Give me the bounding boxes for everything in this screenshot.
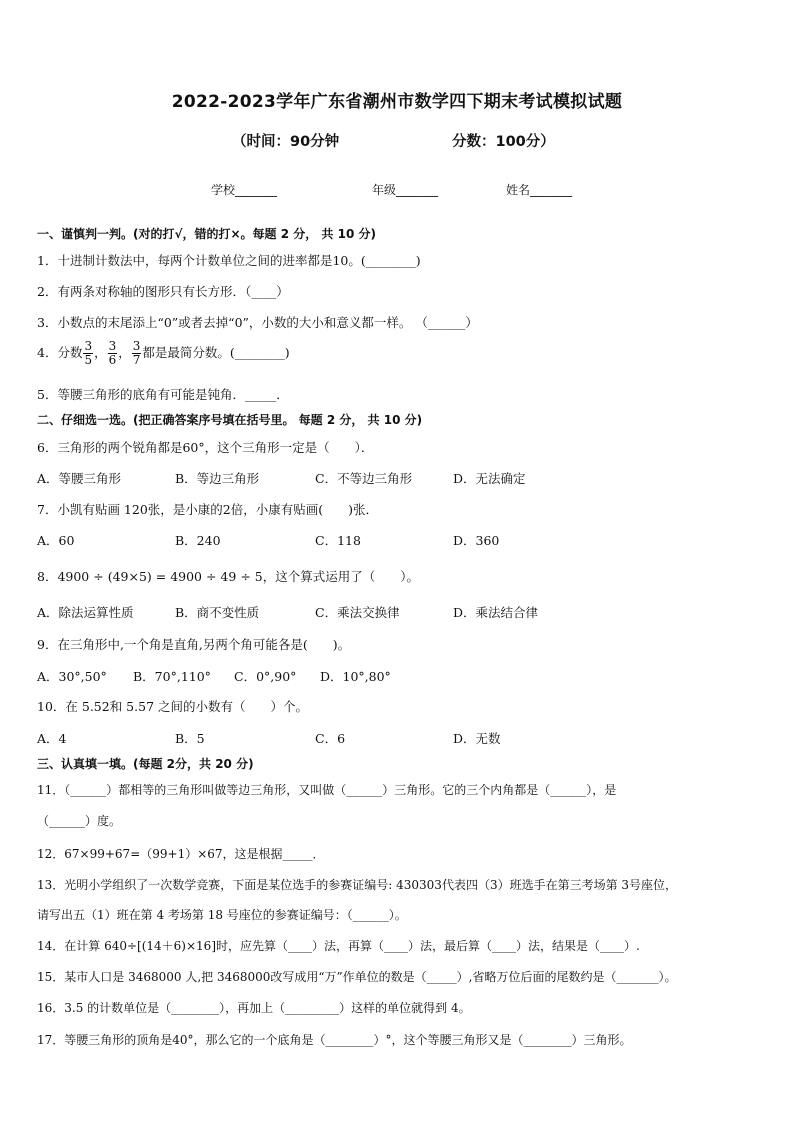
question-9: 9．在三角形中,一个角是直角,另两个角可能各是( )。 (37, 637, 351, 652)
question-6: 6．三角形的两个锐角都是60°，这个三角形一定是（ ）． (37, 440, 374, 455)
question-11-continued: （______）度。 (37, 814, 122, 828)
q7-option-c[interactable]: C．118 (315, 533, 361, 548)
question-2: 2．有两条对称轴的图形只有长方形．（____） (37, 284, 289, 299)
question-8 (37, 567, 419, 585)
q10-option-c[interactable]: C．6 (315, 731, 346, 746)
question-16: 16．3.5 的计数单位是（________），再加上（_________）这样的单位就得到 4。 (37, 1001, 471, 1015)
fraction-numerator: 3 (84, 339, 93, 353)
grade-field[interactable]: 年级_______ (372, 183, 439, 197)
question-14: 14．在计算 640÷[(14＋6)×16]时，应先算（____）法，再算（____）法，最后算（____）法，结果是（____）. (37, 939, 640, 953)
q9-option-b[interactable]: B．70°,110° (133, 669, 211, 684)
q7-option-b[interactable]: B．240 (175, 533, 221, 548)
exam-title: 2022-2023学年广东省潮州市数学四下期末考试模拟试题 (171, 92, 623, 112)
q6-option-c[interactable]: C．不等边三角形 (315, 471, 413, 486)
fraction-3-6 (108, 340, 118, 367)
fraction-3-7 (132, 340, 142, 367)
q10-option-d[interactable]: D．无数 (453, 731, 501, 746)
q6-option-a[interactable]: A．等腰三角形 (37, 471, 122, 486)
separator: ， (118, 345, 131, 360)
q8-option-a[interactable]: A．除法运算性质 (37, 605, 134, 620)
q8-option-c[interactable]: C．乘法交换律 (315, 605, 400, 620)
q6-option-d[interactable]: D．无法确定 (453, 471, 526, 486)
fraction-numerator: 3 (108, 339, 117, 353)
q9-option-c[interactable]: C．0°,90° (234, 669, 297, 684)
question-10: 10．在 5.52和 5.57 之间的小数有（ ）个。 (37, 699, 308, 714)
question-4 (37, 340, 290, 367)
question-3: 3．小数点的末尾添上“0”或者去掉“0”，小数的大小和意义都一样。 （______） (37, 315, 478, 330)
question-13: 13．光明小学组织了一次数学竞赛，下面是某位选手的参赛证编号: 430303代表四（3）班选手在第三考场第 3号座位， (37, 878, 678, 892)
fraction-numerator: 3 (132, 339, 141, 353)
question-15: 15．某市人口是 3468000 人,把 3468000改写成用“万”作单位的数是（_____）,省略万位后面的尾数约是（_______）。 (37, 970, 677, 984)
fraction-3-5 (83, 340, 93, 367)
q7-option-d[interactable]: D．360 (453, 533, 500, 548)
name-field[interactable]: 姓名_______ (506, 183, 573, 197)
q9-option-a[interactable]: A．30°,50° (37, 669, 107, 684)
question-7: 7．小凯有贴画 120张，是小康的2倍，小康有贴画( )张． (37, 502, 378, 517)
q8-option-b[interactable]: B．商不变性质 (175, 605, 260, 620)
question-5: 5．等腰三角形的底角有可能是钝角．_____． (37, 387, 289, 402)
section-1-heading: 一、谨慎判一判。(对的打√，错的打×。每题 2 分， 共 10 分) (37, 227, 376, 241)
question-4-prefix: 4．分数 (37, 345, 83, 360)
q8-option-d[interactable]: D．乘法结合律 (453, 605, 539, 620)
q9-option-d[interactable]: D．10°,80° (320, 669, 391, 684)
question-13-continued: 请写出五（1）班在第 4 考场第 18 号座位的参赛证编号：（______）。 (37, 908, 407, 922)
school-field[interactable]: 学校_______ (211, 183, 278, 197)
q7-option-a[interactable]: A．60 (37, 533, 75, 548)
fraction-denominator: 5 (84, 353, 93, 367)
section-2-heading: 二、仔细选一选。(把正确答案序号填在括号里。 每题 2 分， 共 10 分) (37, 413, 423, 427)
question-12: 12．67×99+67=（99+1）×67，这是根据_____． (37, 847, 325, 861)
section-3-heading: 三、认真填一填。(每题 2分，共 20 分) (37, 757, 254, 771)
question-8-part-a: 8．4900 ÷ (37, 569, 108, 584)
q10-option-b[interactable]: B．5 (175, 731, 205, 746)
q6-option-b[interactable]: B．等边三角形 (175, 471, 260, 486)
exam-score: 分数：100分） (452, 134, 555, 150)
fraction-denominator: 7 (132, 353, 141, 367)
question-1: 1．十进制计数法中，每两个计数单位之间的进率都是10。(________) (37, 253, 421, 268)
separator: ， (94, 345, 107, 360)
question-11: 11．（______）都相等的三角形叫做等边三角形，又叫做（______）三角形。它的三个内角都是（______），是 (37, 783, 617, 797)
question-8-part-c: = 4900 ÷ 49 ÷ 5，这个算式运用了（ ）。 (151, 569, 419, 584)
question-4-suffix: 都是最简分数。(________) (142, 345, 290, 360)
q10-option-a[interactable]: A．4 (37, 731, 67, 746)
fraction-denominator: 6 (108, 353, 117, 367)
question-8-part-b: (49×5) (107, 569, 152, 584)
question-17: 17．等腰三角形的顶角是40°，那么它的一个底角是（________）°，这个等腰三角形又是（________）三角形。 (37, 1033, 632, 1047)
exam-time: （时间：90分钟 (232, 134, 340, 150)
